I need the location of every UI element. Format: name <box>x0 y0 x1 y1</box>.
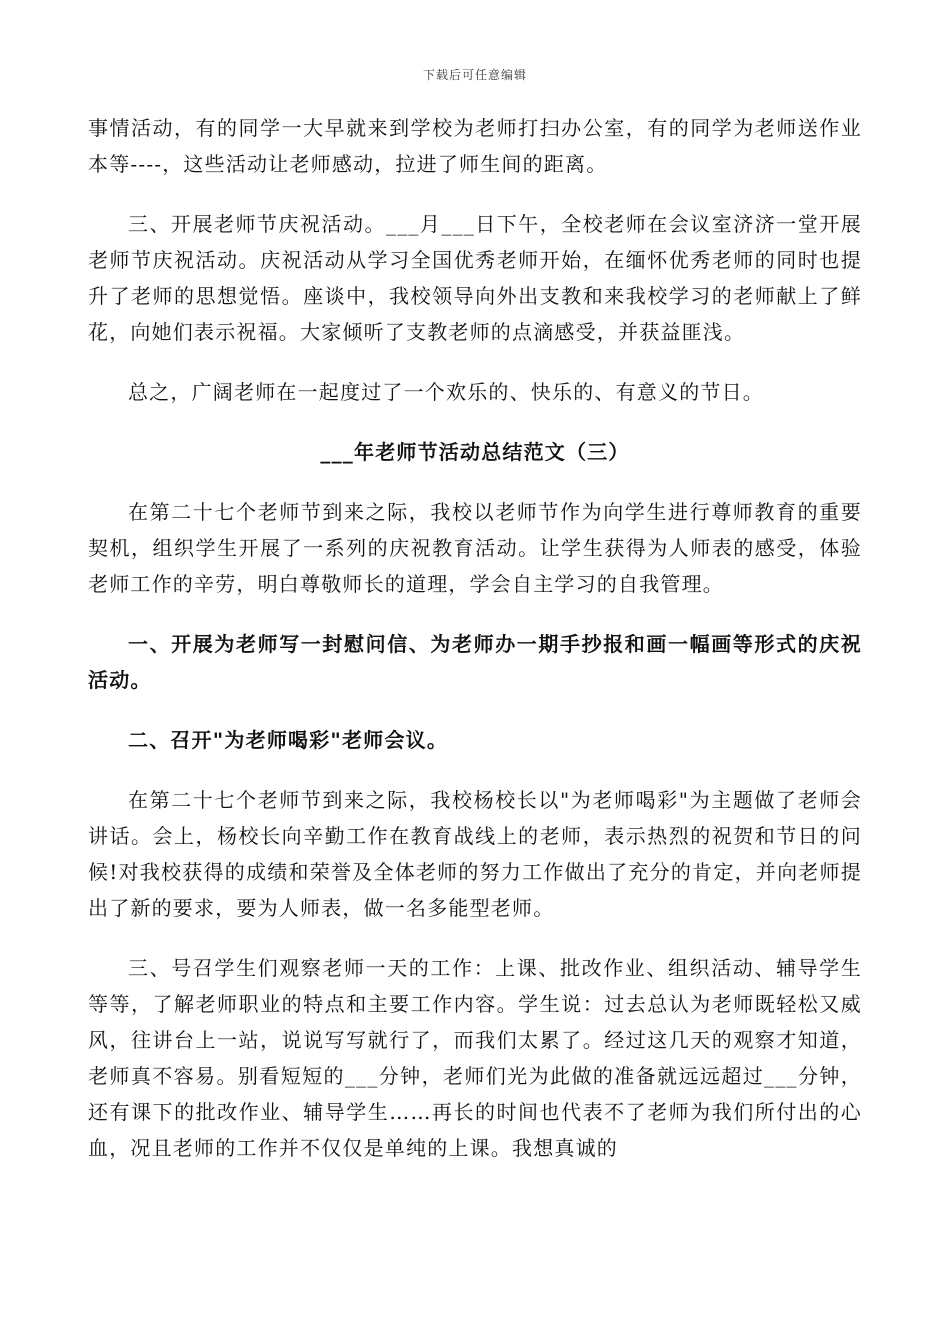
heading-item-two: 二、召开"为老师喝彩"老师会议。 <box>128 728 449 752</box>
page-header: 下载后可任意编辑 <box>422 68 527 82</box>
paragraph-continuation: 事情活动，有的同学一大早就来到学校为老师打扫办公室，有的同学为老师送作业本等----，这些活动让老师感动，拉进了师生间的距离。 <box>88 116 862 176</box>
paragraph-section-three: 三、开展老师节庆祝活动。___月___日下午，全校老师在会议室济济一堂开展老师节庆祝活动。庆祝活动从学习全国优秀老师开始，在缅怀优秀老师的同时也提升了老师的思想觉悟。座谈中，我校领导向外出支教和来我校学习的老师献上了鲜花，向她们表示祝福。大家倾听了支教老师的点滴感受，并获益匪浅。 <box>88 212 862 344</box>
document-body <box>88 110 862 1190</box>
paragraph-principal-speech: 在第二十七个老师节到来之际，我校杨校长以"为老师喝彩"为主题做了老师会讲话。会上，杨校长向辛勤工作在教育战线上的老师，表示热烈的祝贺和节日的问候!对我校获得的成绩和荣誉及全体老师的努力工作做出了充分的肯定，并向老师提出了新的要求，要为人师表，做一名多能型老师。 <box>88 788 862 920</box>
paragraph-intro: 在第二十七个老师节到来之际，我校以老师节作为向学生进行尊师教育的重要契机，组织学生开展了一系列的庆祝教育活动。让学生获得为人师表的感受，体验老师工作的辛劳，明白尊敬师长的道理，学会自主学习的自我管理。 <box>88 500 862 596</box>
paragraph-item-three: 三、号召学生们观察老师一天的工作：上课、批改作业、组织活动、辅导学生等等，了解老师职业的特点和主要工作内容。学生说：过去总认为老师既轻松又威风，往讲台上一站，说说写写就行了，而我们太累了。经过这几天的观察才知道，老师真不容易。别看短短的___分钟，老师们光为此做的准备就远远超过___分钟，还有课下的批改作业、辅导学生……再长的时间也代表不了老师为我们所付出的心血，况且老师的工作并不仅仅是单纯的上课。我想真诚的 <box>88 956 862 1160</box>
section-title: ___年老师节活动总结范文（三） <box>320 440 630 464</box>
paragraph-summary: 总之，广阔老师在一起度过了一个欢乐的、快乐的、有意义的节日。 <box>128 380 764 404</box>
heading-item-one: 一、开展为老师写一封慰问信、为老师办一期手抄报和画一幅画等形式的庆祝活动。 <box>88 632 862 692</box>
